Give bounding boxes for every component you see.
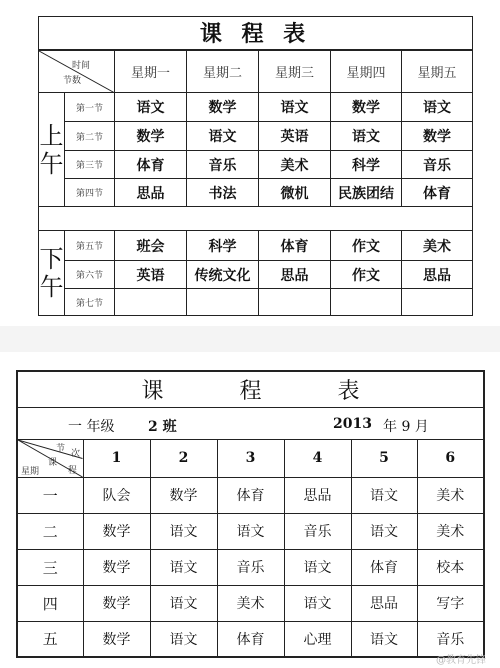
period-label: 第四节 [65, 179, 115, 207]
lunch-gap [39, 207, 473, 231]
subject-cell: 书法 [187, 179, 259, 207]
day-row [17, 585, 484, 621]
corner-label-cheng: 程 [68, 465, 78, 476]
subject-cell: 体育 [217, 477, 284, 513]
subject-cell: 语文 [150, 549, 217, 585]
schedule-sheet-2 [0, 352, 500, 668]
day-header: 星期四 [331, 50, 402, 93]
period-label: 第七节 [65, 289, 115, 316]
subject-cell [402, 289, 473, 316]
day-row [17, 549, 484, 585]
subject-cell: 英语 [115, 261, 187, 289]
period-number: 4 [284, 439, 351, 477]
subject-cell: 体育 [217, 621, 284, 657]
subject-cell [115, 289, 187, 316]
subject-cell: 语文 [331, 122, 402, 151]
subject-cell: 语文 [115, 93, 187, 122]
period-row [39, 261, 473, 289]
subject-cell: 美术 [402, 231, 473, 261]
period-label: 第六节 [65, 261, 115, 289]
corner-label-jie: 节 [56, 443, 66, 454]
subject-cell: 音乐 [417, 621, 484, 657]
subject-cell: 民族团结 [331, 179, 402, 207]
subject-cell [331, 289, 402, 316]
corner-label-ci: 次 [71, 448, 81, 459]
subject-cell: 语文 [150, 585, 217, 621]
subject-cell: 美术 [259, 151, 331, 179]
period-row [39, 93, 473, 122]
day-row [17, 621, 484, 657]
period-row [39, 231, 473, 261]
period-label: 第五节 [65, 231, 115, 261]
subject-cell: 体育 [351, 549, 417, 585]
day-row [17, 477, 484, 513]
subject-cell: 数学 [187, 93, 259, 122]
class-info-row [17, 407, 484, 439]
period-row [39, 151, 473, 179]
diagonal-header-cell [39, 50, 115, 93]
period-number: 6 [417, 439, 484, 477]
subject-cell [187, 289, 259, 316]
corner-label-period: 节数 [63, 76, 82, 86]
subject-cell: 微机 [259, 179, 331, 207]
class-schedule-table-2 [16, 370, 485, 658]
day-header: 星期五 [402, 50, 473, 93]
day-row [17, 513, 484, 549]
subject-cell: 语文 [284, 549, 351, 585]
subject-cell: 语文 [259, 93, 331, 122]
subject-cell: 思品 [402, 261, 473, 289]
subject-cell: 队会 [83, 477, 150, 513]
subject-cell: 语文 [150, 513, 217, 549]
subject-cell [259, 289, 331, 316]
subject-cell: 数学 [115, 122, 187, 151]
subject-cell: 语文 [351, 513, 417, 549]
subject-cell: 美术 [417, 513, 484, 549]
subject-cell: 音乐 [402, 151, 473, 179]
period-label: 第一节 [65, 93, 115, 122]
watermark-text: @教育先锋 [436, 655, 486, 666]
subject-cell: 音乐 [284, 513, 351, 549]
subject-cell: 美术 [417, 477, 484, 513]
subject-cell: 语文 [284, 585, 351, 621]
subject-cell: 体育 [402, 179, 473, 207]
subject-cell: 美术 [217, 585, 284, 621]
subject-cell: 数学 [83, 549, 150, 585]
subject-cell: 科学 [331, 151, 402, 179]
subject-cell: 校本 [417, 549, 484, 585]
subject-cell: 科学 [187, 231, 259, 261]
morning-label: 上午 [39, 93, 65, 207]
subject-cell: 语文 [402, 93, 473, 122]
schedule-sheet-1 [0, 0, 500, 326]
period-label: 第三节 [65, 151, 115, 179]
period-number: 2 [150, 439, 217, 477]
title-char: 表 [337, 378, 360, 404]
corner-label-ke: 课 [48, 457, 58, 468]
subject-cell: 传统文化 [187, 261, 259, 289]
subject-cell: 思品 [351, 585, 417, 621]
period-number: 3 [217, 439, 284, 477]
period-header-row [17, 439, 484, 477]
subject-cell: 语文 [351, 477, 417, 513]
subject-cell: 写字 [417, 585, 484, 621]
subject-cell: 作文 [331, 231, 402, 261]
month-label: 年 9 月 [383, 418, 429, 435]
year-label: 2013 [333, 415, 372, 432]
period-row [39, 122, 473, 151]
weekday-label: 五 [17, 621, 83, 657]
subject-cell: 音乐 [187, 151, 259, 179]
diagonal-header-cell [17, 439, 83, 477]
header-row [39, 50, 473, 93]
subject-cell: 语文 [217, 513, 284, 549]
subject-cell: 心理 [284, 621, 351, 657]
subject-cell: 体育 [115, 151, 187, 179]
subject-cell: 数学 [402, 122, 473, 151]
subject-cell: 语文 [150, 621, 217, 657]
subject-cell: 作文 [331, 261, 402, 289]
period-label: 第二节 [65, 122, 115, 151]
weekday-label: 一 [17, 477, 83, 513]
subject-cell: 思品 [259, 261, 331, 289]
afternoon-label: 下午 [39, 231, 65, 316]
subject-cell: 思品 [115, 179, 187, 207]
corner-label-time: 时间 [71, 60, 90, 71]
weekday-label: 二 [17, 513, 83, 549]
subject-cell: 班会 [115, 231, 187, 261]
period-number: 5 [351, 439, 417, 477]
subject-cell: 语文 [351, 621, 417, 657]
subject-cell: 数学 [83, 513, 150, 549]
day-header: 星期三 [259, 50, 331, 93]
subject-cell: 数学 [150, 477, 217, 513]
title-char: 程 [239, 378, 262, 404]
subject-cell: 数学 [83, 621, 150, 657]
day-header: 星期二 [187, 50, 259, 93]
weekday-label: 四 [17, 585, 83, 621]
schedule-title: 课 程 表 [39, 17, 473, 50]
subject-cell: 体育 [259, 231, 331, 261]
lunch-gap-row [39, 207, 473, 231]
period-row [39, 179, 473, 207]
subject-cell: 数学 [83, 585, 150, 621]
title-char: 课 [141, 378, 164, 404]
grade-label: 一 年级 [68, 418, 115, 435]
corner-label-xingqi: 星期 [21, 466, 40, 477]
class-schedule-table-1 [38, 16, 473, 316]
day-header: 星期一 [115, 50, 187, 93]
period-row [39, 289, 473, 316]
subject-cell: 数学 [331, 93, 402, 122]
class-label: 2 班 [148, 418, 177, 435]
weekday-label: 三 [17, 549, 83, 585]
subject-cell: 语文 [187, 122, 259, 151]
subject-cell: 英语 [259, 122, 331, 151]
subject-cell: 思品 [284, 477, 351, 513]
period-number: 1 [83, 439, 150, 477]
schedule-title-2 [17, 371, 484, 407]
subject-cell: 音乐 [217, 549, 284, 585]
